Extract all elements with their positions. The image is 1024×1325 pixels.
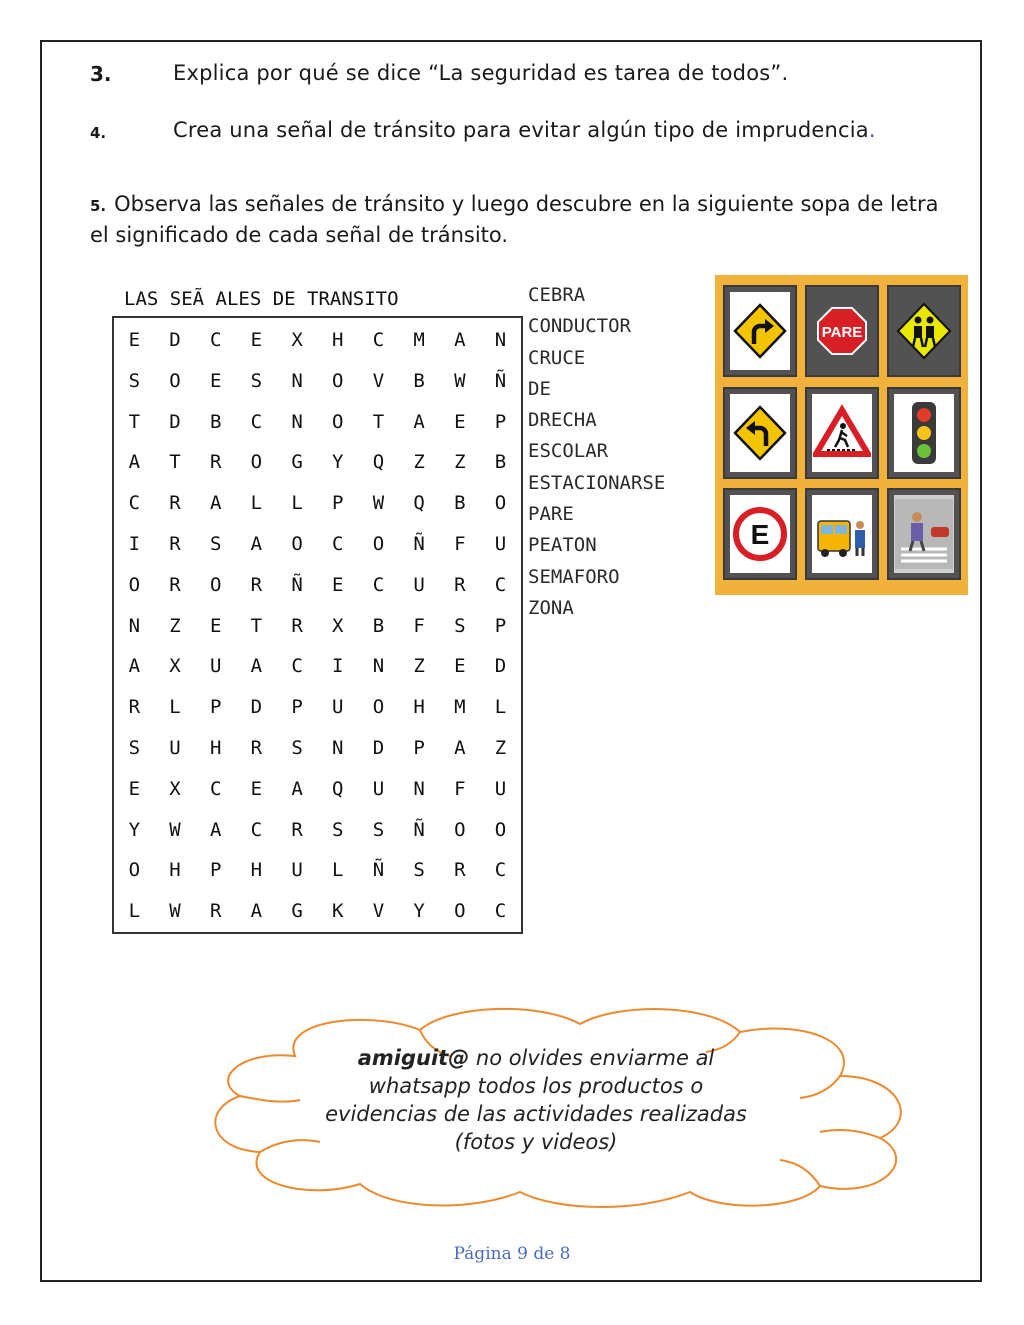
grid-cell[interactable]: K <box>332 900 344 923</box>
question-4-body: Crea una señal de tránsito para evitar algún tipo de imprudencia <box>173 118 869 142</box>
grid-cell[interactable]: Ñ <box>494 369 507 392</box>
grid-cell[interactable]: Z <box>494 736 507 759</box>
grid-cell[interactable]: O <box>454 900 466 923</box>
grid-cell[interactable]: O <box>128 573 141 596</box>
grid-cell[interactable]: H <box>169 859 181 882</box>
grid-row <box>114 687 521 728</box>
grid-cell[interactable]: D <box>494 655 507 678</box>
grid-cell[interactable]: S <box>332 818 344 841</box>
grid-cell[interactable]: O <box>454 818 466 841</box>
grid-cell[interactable]: S <box>209 532 222 555</box>
grid-cell[interactable]: Q <box>413 492 425 515</box>
grid-cell[interactable]: O <box>494 492 507 515</box>
grid-cell[interactable]: S <box>128 736 141 759</box>
grid-cell[interactable]: A <box>128 655 141 678</box>
grid-cell[interactable]: E <box>250 777 263 800</box>
question-5-number: 5. <box>90 197 107 215</box>
word-list-item: DE <box>528 377 551 400</box>
question-5 <box>90 190 960 250</box>
grid-cell[interactable]: A <box>250 532 263 555</box>
grid-cell[interactable]: Q <box>372 451 385 474</box>
word-list-item: ZONA <box>528 596 574 619</box>
grid-cell[interactable]: A <box>413 410 425 433</box>
grid-cell[interactable]: G <box>291 451 303 474</box>
grid-cell[interactable]: M <box>413 329 425 351</box>
turn-left-sign-icon <box>731 398 789 468</box>
grid-cell[interactable]: O <box>291 532 303 555</box>
grid-cell[interactable]: E <box>209 369 222 392</box>
grid-row <box>114 402 521 443</box>
word-list-item: CRUCE <box>528 346 586 369</box>
grid-cell[interactable]: O <box>169 369 181 392</box>
grid-cell[interactable]: H <box>332 329 344 351</box>
grid-row <box>114 850 521 891</box>
grid-cell[interactable]: S <box>250 369 263 392</box>
grid-cell[interactable]: B <box>413 369 425 392</box>
grid-cell[interactable]: U <box>494 777 507 800</box>
sign-tile-school-bus <box>805 488 879 580</box>
school-zone-sign-icon <box>895 296 953 366</box>
grid-cell[interactable]: U <box>372 777 385 800</box>
grid-cell[interactable]: C <box>250 410 263 433</box>
grid-cell[interactable]: A <box>209 492 222 515</box>
grid-cell[interactable]: N <box>291 369 303 392</box>
grid-cell[interactable]: C <box>209 777 222 800</box>
sign-tile-school-zone <box>887 285 961 377</box>
grid-cell[interactable]: C <box>128 492 141 515</box>
grid-cell[interactable]: R <box>291 614 303 637</box>
grid-cell[interactable]: N <box>494 329 507 351</box>
grid-cell[interactable]: L <box>169 696 181 719</box>
question-4-period: . <box>868 118 876 142</box>
grid-cell[interactable]: L <box>250 492 263 515</box>
grid-row <box>114 524 521 565</box>
word-list-item: CEBRA <box>528 284 586 306</box>
grid-cell[interactable]: P <box>209 859 222 882</box>
wordsearch-grid <box>112 316 523 934</box>
grid-cell[interactable]: B <box>209 410 222 433</box>
grid-cell[interactable]: D <box>250 696 263 719</box>
grid-cell[interactable]: H <box>250 859 263 882</box>
grid-cell[interactable]: U <box>413 573 425 596</box>
grid-cell[interactable]: C <box>494 859 507 882</box>
grid-cell[interactable]: U <box>332 696 344 719</box>
grid-cell[interactable]: O <box>128 859 141 882</box>
sign-tile-crosswalk <box>887 488 961 580</box>
grid-cell[interactable]: X <box>291 329 303 351</box>
grid-cell[interactable]: Q <box>332 777 344 800</box>
grid-cell[interactable]: R <box>209 900 222 923</box>
grid-cell[interactable]: P <box>494 614 507 637</box>
grid-row <box>114 565 521 606</box>
school-bus-icon <box>813 499 871 569</box>
grid-cell[interactable]: A <box>454 329 466 351</box>
grid-cell[interactable]: E <box>209 614 222 637</box>
grid-row <box>114 891 521 932</box>
grid-cell[interactable]: D <box>372 736 385 759</box>
grid-cell[interactable]: P <box>291 696 303 719</box>
grid-cell[interactable]: C <box>209 329 222 351</box>
pedestrian-crossing-sign-icon <box>813 398 871 468</box>
grid-row <box>114 483 521 524</box>
grid-cell[interactable]: C <box>250 818 263 841</box>
sign-tile-traffic-light <box>887 387 961 479</box>
grid-cell[interactable]: O <box>494 818 507 841</box>
wordsearch-title: LAS SEÃ ALES DE TRANSITO <box>124 288 399 310</box>
grid-cell[interactable]: A <box>209 818 222 841</box>
grid-cell[interactable]: D <box>169 329 181 351</box>
grid-cell[interactable]: I <box>332 655 344 678</box>
grid-cell[interactable]: W <box>372 492 385 515</box>
grid-cell[interactable]: P <box>494 410 507 433</box>
question-4-number: 4. <box>90 124 107 142</box>
grid-cell[interactable]: W <box>169 900 181 923</box>
sign-tile-pedestrian <box>805 387 879 479</box>
grid-cell[interactable]: B <box>372 614 385 637</box>
grid-cell[interactable]: F <box>454 777 466 800</box>
grid-cell[interactable]: Z <box>413 451 425 474</box>
grid-cell[interactable]: C <box>332 532 344 555</box>
grid-cell[interactable]: A <box>250 900 263 923</box>
grid-cell[interactable]: F <box>454 532 466 555</box>
question-3-text: Explica por qué se dice “La seguridad es tarea de todos”. <box>173 61 789 85</box>
sign-tile-turn-left <box>723 387 797 479</box>
reminder-text <box>312 1044 760 1156</box>
word-list-item: SEMAFORO <box>528 565 620 588</box>
grid-cell[interactable]: A <box>250 655 263 678</box>
stop-sign-icon <box>813 296 871 366</box>
page-number: Página 9 de 8 <box>453 1244 571 1264</box>
grid-cell[interactable]: T <box>169 451 181 474</box>
sign-tile-no-parking <box>723 488 797 580</box>
grid-cell[interactable]: A <box>454 736 466 759</box>
grid-cell[interactable]: L <box>291 492 303 515</box>
grid-cell[interactable]: Z <box>454 451 466 474</box>
question-4-text <box>173 118 876 142</box>
grid-cell[interactable]: B <box>494 451 507 474</box>
grid-cell[interactable]: A <box>128 451 141 474</box>
grid-cell[interactable]: Z <box>169 614 181 637</box>
grid-cell[interactable]: S <box>291 736 303 759</box>
grid-cell[interactable]: E <box>128 777 141 800</box>
grid-cell[interactable]: L <box>128 900 141 923</box>
word-list-item: DRECHA <box>528 409 597 432</box>
turn-right-sign-icon <box>731 296 789 366</box>
grid-cell[interactable]: W <box>169 818 181 841</box>
grid-cell[interactable]: N <box>372 655 385 678</box>
grid-cell[interactable]: O <box>250 451 263 474</box>
grid-cell[interactable]: L <box>332 859 344 882</box>
grid-cell[interactable]: Y <box>332 451 344 474</box>
grid-cell[interactable]: N <box>128 614 141 637</box>
grid-cell[interactable]: S <box>413 859 425 882</box>
grid-cell[interactable]: T <box>250 614 263 637</box>
word-list-item: PEATON <box>528 534 597 557</box>
grid-cell[interactable]: Z <box>413 655 425 678</box>
grid-cell[interactable]: H <box>413 696 425 719</box>
grid-row <box>114 361 521 402</box>
word-list-item: CONDUCTOR <box>528 315 631 338</box>
grid-cell[interactable]: U <box>494 532 507 555</box>
grid-cell[interactable]: M <box>454 696 466 719</box>
grid-cell[interactable]: T <box>372 410 385 433</box>
traffic-light-icon <box>895 398 953 468</box>
grid-cell[interactable]: U <box>209 655 222 678</box>
grid-cell[interactable]: R <box>128 696 141 719</box>
grid-row <box>114 606 521 647</box>
grid-cell[interactable]: R <box>169 573 181 596</box>
grid-cell[interactable]: Y <box>128 818 141 841</box>
grid-cell[interactable]: R <box>250 736 263 759</box>
grid-cell[interactable]: V <box>372 369 385 392</box>
grid-cell[interactable]: R <box>291 818 303 841</box>
grid-row <box>114 320 521 361</box>
reminder-body: no olvides enviarme al whatsapp todos los productos o evidencias de las actividades realizadas (fotos y videos) <box>325 1046 747 1154</box>
grid-cell[interactable]: P <box>332 492 344 515</box>
grid-cell[interactable]: R <box>454 573 466 596</box>
grid-cell[interactable]: R <box>169 492 181 515</box>
grid-cell[interactable]: N <box>413 777 425 800</box>
grid-cell[interactable]: U <box>169 736 181 759</box>
grid-cell[interactable]: X <box>169 655 181 678</box>
grid-row <box>114 728 521 769</box>
word-list-item: ESTACIONARSE <box>528 471 666 494</box>
grid-cell[interactable]: P <box>413 736 425 759</box>
grid-cell[interactable]: F <box>413 614 425 637</box>
grid-cell[interactable]: L <box>494 696 507 719</box>
crosswalk-pedestrian-icon <box>895 499 953 569</box>
grid-cell[interactable]: D <box>169 410 181 433</box>
reminder-greeting: amiguit@ <box>357 1046 470 1070</box>
grid-cell[interactable]: E <box>454 410 466 433</box>
grid-cell[interactable]: E <box>454 655 466 678</box>
grid-cell[interactable]: S <box>454 614 466 637</box>
grid-cell[interactable]: Ñ <box>291 573 303 596</box>
grid-cell[interactable]: X <box>332 614 344 637</box>
stop-sign-label: PARE <box>821 324 863 341</box>
grid-cell[interactable]: B <box>454 492 466 515</box>
grid-row <box>114 810 521 851</box>
grid-cell[interactable]: R <box>209 451 222 474</box>
wordsearch-word-list <box>528 280 718 624</box>
grid-cell[interactable]: I <box>128 532 141 555</box>
grid-cell[interactable]: O <box>209 573 222 596</box>
grid-cell[interactable]: T <box>128 410 141 433</box>
grid-cell[interactable]: V <box>372 900 385 923</box>
grid-cell[interactable]: Y <box>413 900 425 923</box>
grid-cell[interactable]: O <box>332 410 344 433</box>
grid-cell[interactable]: R <box>169 532 181 555</box>
question-5-text: Observa las señales de tránsito y luego descubre en la siguiente sopa de letra el significado de cada señal de tránsito. <box>90 192 939 247</box>
grid-cell[interactable]: R <box>250 573 263 596</box>
grid-cell[interactable]: U <box>291 859 303 882</box>
sign-tile-stop <box>805 285 879 377</box>
grid-cell[interactable]: C <box>372 329 385 351</box>
no-parking-sign-icon <box>731 499 789 569</box>
grid-cell[interactable]: H <box>209 736 222 759</box>
grid-cell[interactable]: N <box>332 736 344 759</box>
grid-cell[interactable]: P <box>209 696 222 719</box>
grid-cell[interactable]: S <box>372 818 385 841</box>
grid-cell[interactable]: G <box>291 900 303 923</box>
grid-cell[interactable]: A <box>291 777 303 800</box>
grid-cell[interactable]: C <box>372 573 385 596</box>
grid-cell[interactable]: C <box>494 573 507 596</box>
grid-cell[interactable]: E <box>250 329 263 351</box>
word-list-item: ESCOLAR <box>528 440 609 463</box>
grid-cell[interactable]: O <box>372 696 385 719</box>
grid-cell[interactable]: O <box>332 369 344 392</box>
parking-sign-label: E <box>750 519 770 550</box>
grid-row <box>114 646 521 687</box>
grid-cell[interactable]: Ñ <box>413 818 425 841</box>
grid-cell[interactable]: C <box>291 655 303 678</box>
traffic-signs-panel <box>715 275 968 595</box>
word-list-item: PARE <box>528 503 574 526</box>
grid-cell[interactable]: Ñ <box>413 532 425 555</box>
question-3-number: 3. <box>90 62 112 86</box>
grid-cell[interactable]: X <box>169 777 181 800</box>
grid-row <box>114 769 521 810</box>
grid-cell[interactable]: E <box>332 573 344 596</box>
grid-cell[interactable]: N <box>291 410 303 433</box>
grid-cell[interactable]: W <box>454 369 466 392</box>
grid-cell[interactable]: S <box>128 369 141 392</box>
grid-cell[interactable]: O <box>372 532 385 555</box>
grid-cell[interactable]: Ñ <box>372 859 385 882</box>
grid-cell[interactable]: E <box>128 329 141 351</box>
grid-cell[interactable]: R <box>454 859 466 882</box>
grid-row <box>114 442 521 483</box>
grid-cell[interactable]: C <box>494 900 507 923</box>
sign-tile-turn-right <box>723 285 797 377</box>
